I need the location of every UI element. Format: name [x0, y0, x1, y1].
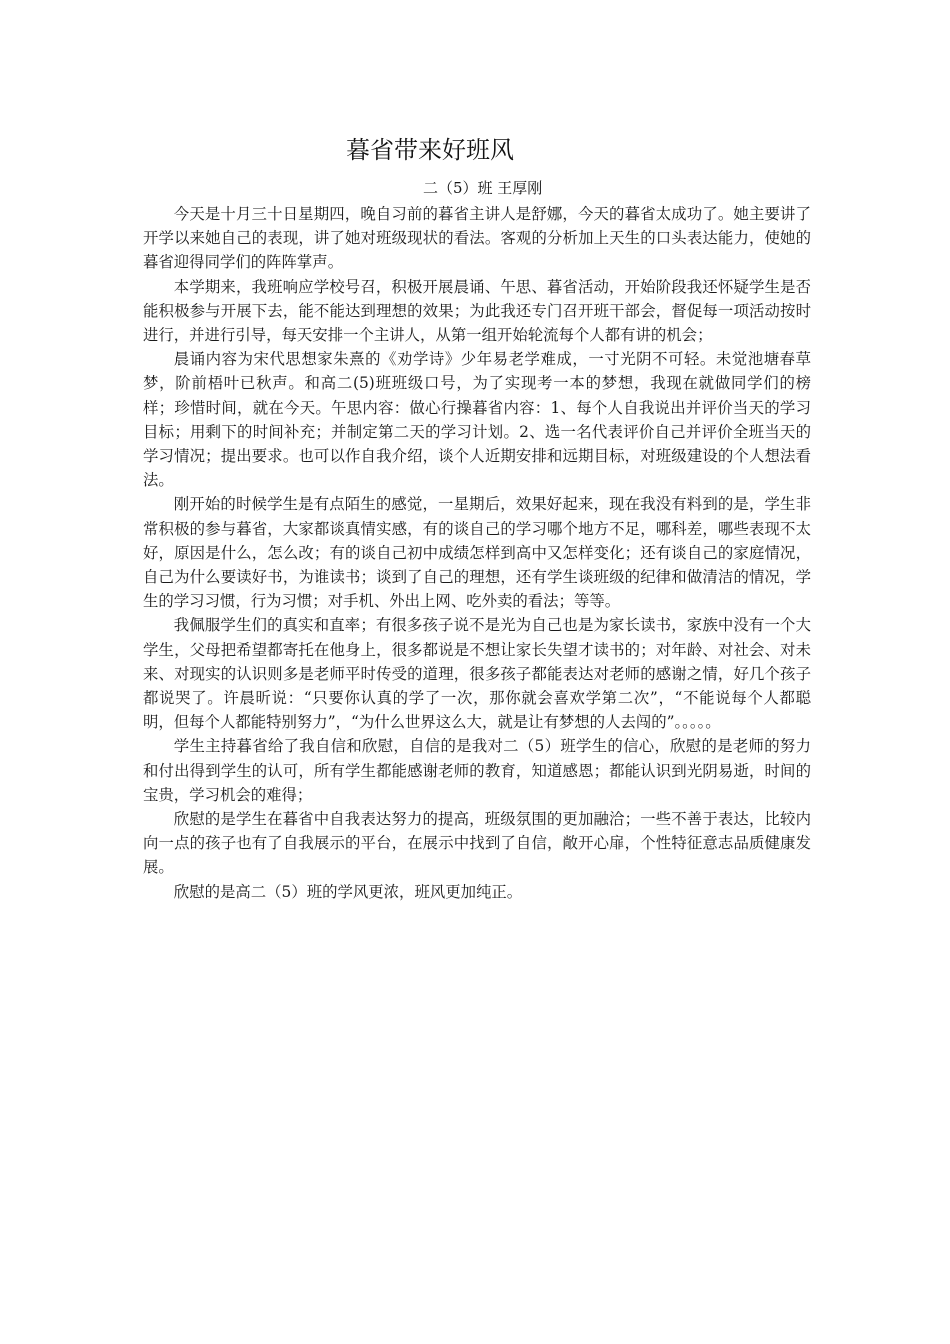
- body-paragraph: 学生主持暮省给了我自信和欣慰，自信的是我对二（5）班学生的信心，欣慰的是老师的努力和付出得到学生的认可，所有学生都能感谢老师的教育，知道感恩；都能认识到光阴易逝，时间的宝贵，学习机会的难得；: [143, 737, 811, 804]
- body-paragraph: 晨诵内容为宋代思想家朱熹的《劝学诗》少年易老学难成，一寸光阴不可轻。未觉池塘春草梦，阶前梧叶已秋声。和高二(5)班班级口号，为了实现考一本的梦想，我现在就做同学们的榜样；珍惜时间，就在今天。午思内容：做心行操暮省内容：1、每个人自我说出并评价当天的学习目标；用剩下的时间补充；并制定第二天的学习计划。2、选一名代表评价自己并评价全班当天的学习情况；提出要求。也可以作自我介绍，谈个人近期安排和远期目标，对班级建设的个人想法看法。: [143, 350, 811, 490]
- document-byline: 二（5）班 王厚刚: [423, 179, 543, 197]
- body-paragraph: 欣慰的是高二（5）班的学风更浓，班风更加纯正。: [173, 882, 523, 901]
- body-paragraph: 刚开始的时候学生是有点陌生的感觉，一星期后，效果好起来，现在我没有料到的是，学生非常积极的参与暮省，大家都谈真情实感，有的谈自己的学习哪个地方不足，哪科差，哪些表现不太好，原因是什么，怎么改；有的谈自己初中成绩怎样到高中又怎样变化；还有谈自己的家庭情况，自己为什么要读好书，为谁读书；谈到了自己的理想，还有学生谈班级的纪律和做清洁的情况，学生的学习习惯，行为习惯；对手机、外出上网、吃外卖的看法；等等。: [143, 495, 811, 611]
- body-paragraph: 本学期来，我班响应学校号召，积极开展晨诵、午思、暮省活动，开始阶段我还怀疑学生是否能积极参与开展下去，能不能达到理想的效果；为此我还专门召开班干部会，督促每一项活动按时进行，并进行引导，每天安排一个主讲人，从第一组开始轮流每个人都有讲的机会；: [143, 277, 811, 345]
- document-body: [143, 202, 811, 904]
- document-title: 暮省带来好班风: [346, 136, 514, 164]
- body-paragraph: 今天是十月三十日星期四，晚自习前的暮省主讲人是舒娜，今天的暮省太成功了。她主要讲了开学以来她自己的表现，讲了她对班级现状的看法。客观的分析加上天生的口头表达能力，使她的暮省迎得同学们的阵阵掌声。: [143, 205, 811, 272]
- body-paragraph: 欣慰的是学生在暮省中自我表达努力的提高，班级氛围的更加融洽；一些不善于表达，比较内向一点的孩子也有了自我展示的平台，在展示中找到了自信，敞开心扉，个性特征意志品质健康发展。: [143, 810, 811, 877]
- body-paragraph: 我佩服学生们的真实和直率；有很多孩子说不是光为自己也是为家长读书，家族中没有一个大学生，父母把希望都寄托在他身上，很多都说是不想让家长失望才读书的；对年龄、对社会、对未来、对现实的认识则多是老师平时传受的道理，很多孩子都能表达对老师的感谢之情，好几个孩子都说哭了。许晨昕说：“只要你认真的学了一次，那你就会喜欢学第二次”，“不能说每个人都聪明，但每个人都能特别努力”，“为什么世界这么大，就是让有梦想的人去闯的”。。。。。: [143, 616, 811, 732]
